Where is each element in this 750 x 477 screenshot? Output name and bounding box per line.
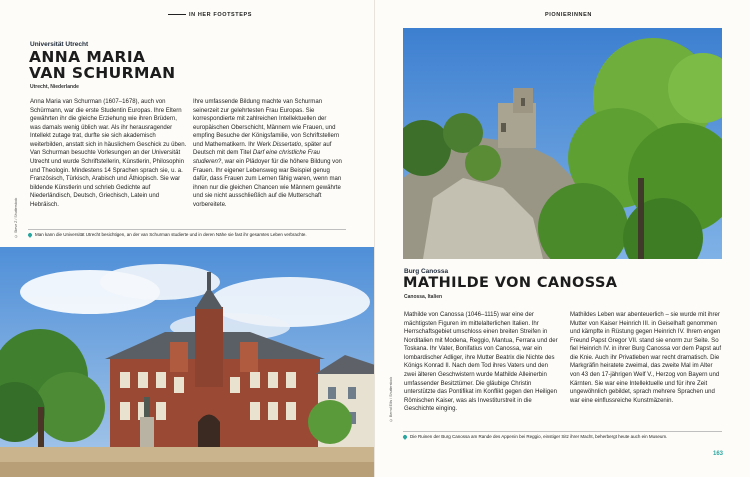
article-title: ANNA MARIA VAN SCHURMAN: [29, 48, 176, 82]
utrecht-building-illustration: [0, 247, 375, 477]
page-number: 163: [713, 451, 724, 457]
place-label: Universität Utrecht: [30, 41, 89, 48]
article-title: MATHILDE VON CANOSSA: [403, 275, 618, 291]
location-label: Canossa, Italien: [404, 294, 443, 300]
utrecht-university-photo: [0, 247, 375, 477]
place-label: Burg Canossa: [404, 268, 449, 275]
caption-rule: [28, 229, 346, 230]
location-pin-icon: [27, 232, 33, 238]
canossa-illustration: [403, 28, 722, 259]
running-head-rule: [168, 14, 186, 15]
location-pin-icon: [402, 434, 408, 440]
body-column-2: Mathildes Leben war abenteuerlich – sie wurde mit ihrer Mutter von Kaiser Heinrich III. in Geiselhaft genommen und kämpfte in Rüstung gegen Heinrich IV. Ihrem engen Freund Papst Gregor VII. stand sie enorm zur Seite. So fiel Heinrich IV. in ihrer Burg Canossa vor dem Papst auf die Knie. Auch ihr Privatleben war recht dramatisch. Die Markgräfin heiratete zweimal, das zweite Mal im Alter von 43 den 17-jährigen Welf V., Herzog von Bayern und Kärnten. Sie war eine Intellektuelle und für ihre Zeit ungewöhnlich gebildet, sprach mehrere Sprachen und war eine einflussreiche Kunstmäzenin.: [570, 312, 722, 404]
running-head-left: IN HER FOOTSTEPS: [168, 12, 252, 18]
caption-rule: [403, 431, 722, 432]
photo-credit: © Bernd Ellis / Shutterstock: [389, 376, 393, 422]
right-page: [375, 0, 750, 477]
body-column-1: Mathilde von Canossa (1046–1115) war eine der mächtigsten Figuren im mittelalterlichen Italien. Ihr Herrschaftsgebiet umschloss einen breiten Streifen in Norditalien mit Modena, Reggio, Mantua, Ferrara und der Toskana. Ihr Vater, Bonifatius von Canossa, war ein lombardischer Adliger, ihre Mutter Beatrix die Nichte des Königs Konrad II. Nach dem Tod ihres Vaters und den zwei älteren Geschwistern wurde Mathilde Alleinerbin umfassender Besitztümer. Die gläubige Christin unterstützte das Pontifikat im Konflikt gegen den Heiligen Römischen Kaiser, was als Investiturstreit in die Geschichte einging.: [404, 312, 558, 413]
photo-credit: © Steve Z / Shutterstock: [14, 197, 18, 238]
body-column-1: Anna Maria van Schurman (1607–1678), auch von Schürmann, war die erste Studentin Europas. Ihre Eltern gewährten ihr die gleiche Erziehung wie ihren Brüdern, was damals wenig üblich war. Als ihr herausragender Intellekt zutage trat, durfte sie sich akademisch weiterbilden, anstatt sich in häuslichem Geschick zu üben. Van Schurman besuchte Vorlesungen an der Universität Utrecht und wurde Schriftstellerin, Künstlerin, Philosophin und Theologin. Mindestens 14 Sprachen sprach sie, u. a. Französisch, Türkisch, Arabisch und Äthiopisch. Sie war bildende Künstlerin und schrieb Gedichte auf Niederländisch, Deutsch, Griechisch, Latein und Hebräisch.: [30, 99, 187, 208]
photo-caption: Die Ruinen der Burg Canossa am Rande des Appenin bei Reggio, einstiger Sitz ihrer Macht, beherbergt heute auch ein Museum.: [403, 434, 733, 439]
running-head-right: PIONIERINNEN: [545, 12, 592, 18]
location-label: Utrecht, Niederlande: [30, 84, 79, 90]
canossa-castle-photo: [403, 28, 722, 259]
photo-caption: Man kann die Universität Utrecht besichtigen, an der van Schurman studierte und in deren Nähe sie fast ihr gesamtes Leben verbrachte.: [28, 232, 358, 237]
body-column-2: Ihre umfassende Bildung machte van Schurman seinerzeit zur gelehrtesten Frau Europas. Sie korrespondierte mit zahlreichen Intellektuellen der europäischen Oberschicht, Männern wie Frauen, und empfing Besuche der Königsfamilie, von Schriftstellern und Mathematikern. Ihr Werk Dissertatio, später auf Deutsch mit dem Titel Darf eine christliche Frau studieren?, war ein Plädoyer für die höhere Bildung von Frauen. Ihr eigener Lebensweg war Beispiel genug dafür, dass Frauen zum Lernen fähig waren, wenn man ihnen nur die gleichen Chancen wie Männern gewährte und sie nicht ausschließlich auf die Mutterschaft vorbereitete.: [193, 99, 342, 208]
